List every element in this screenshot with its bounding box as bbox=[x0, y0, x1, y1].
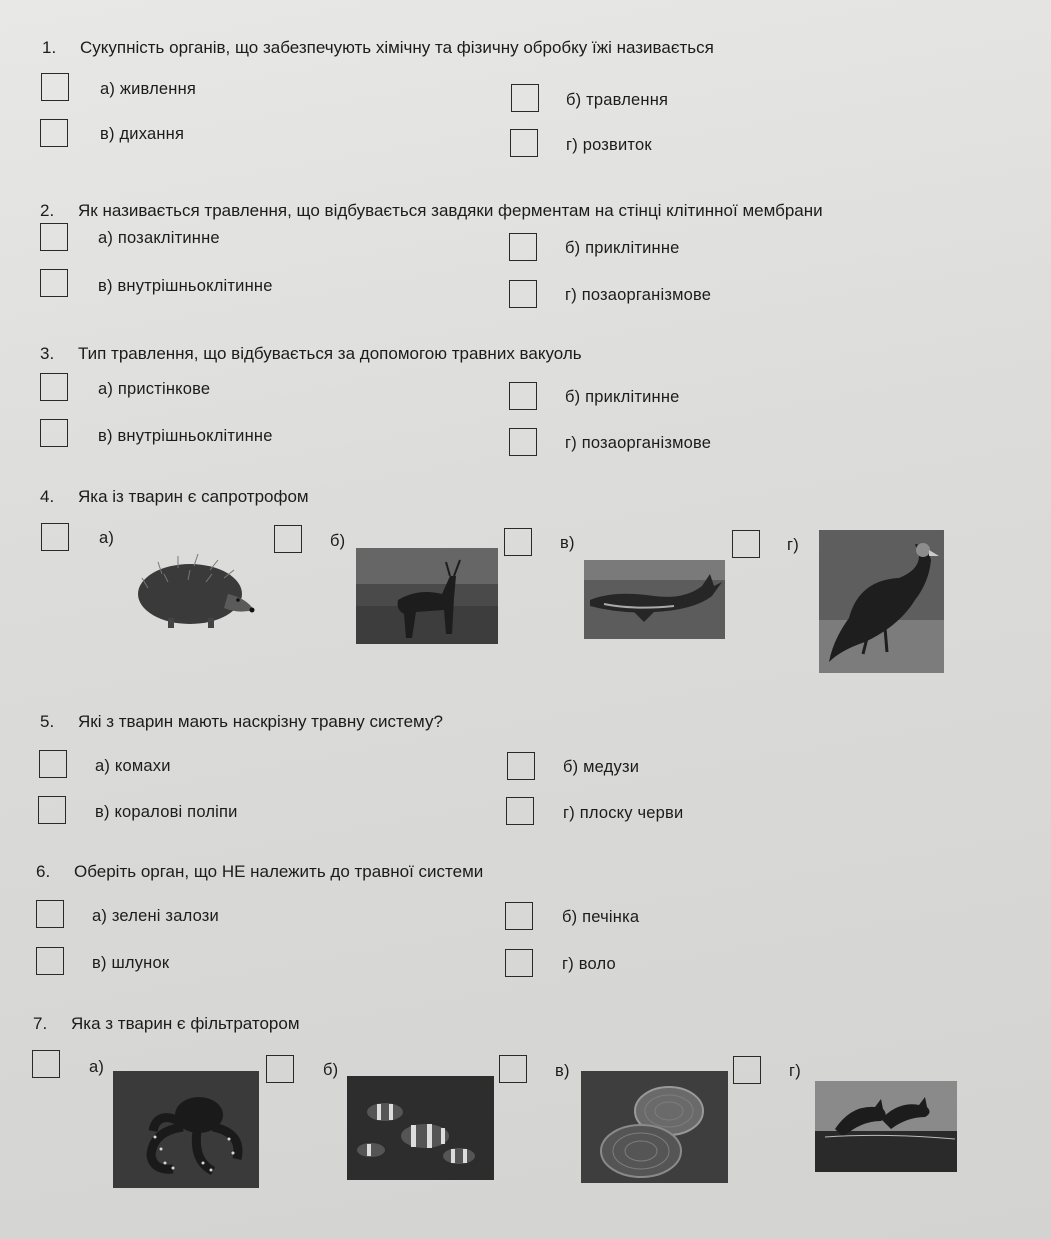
question-6 bbox=[36, 862, 483, 882]
option-5a: а) комахи bbox=[95, 757, 171, 775]
checkbox-6d[interactable] bbox=[505, 949, 533, 977]
question-text: Як називається травлення, що відбувається завдяки ферментам на стінці клітинної мембрани bbox=[78, 201, 823, 220]
question-1 bbox=[42, 38, 714, 58]
question-number: 6. bbox=[36, 862, 51, 881]
vulture-image bbox=[819, 530, 944, 673]
mussel-image bbox=[581, 1071, 728, 1183]
question-text: Яка з тварин є фільтратором bbox=[71, 1014, 300, 1033]
question-text: Які з тварин мають наскрізну травну систему? bbox=[78, 712, 443, 731]
option-4d: г) bbox=[787, 536, 799, 554]
checkbox-3d[interactable] bbox=[509, 428, 537, 456]
option-1b: б) травлення bbox=[566, 91, 669, 109]
option-5d: г) плоску черви bbox=[563, 804, 684, 822]
checkbox-2c[interactable] bbox=[40, 269, 68, 297]
checkbox-4a[interactable] bbox=[41, 523, 69, 551]
option-4b: б) bbox=[330, 532, 346, 550]
question-number: 1. bbox=[42, 38, 57, 57]
checkbox-3a[interactable] bbox=[40, 373, 68, 401]
question-number: 2. bbox=[40, 201, 55, 220]
option-1c: в) дихання bbox=[100, 125, 185, 143]
checkbox-2d[interactable] bbox=[509, 280, 537, 308]
option-1a: а) живлення bbox=[100, 80, 197, 98]
question-number: 7. bbox=[33, 1014, 48, 1033]
option-6a: а) зелені залози bbox=[92, 907, 219, 925]
option-2c: в) внутрішньоклітинне bbox=[98, 277, 273, 295]
deer-image bbox=[356, 548, 498, 644]
checkbox-2b[interactable] bbox=[509, 233, 537, 261]
option-4c: в) bbox=[560, 534, 575, 552]
dolphins-image bbox=[815, 1081, 957, 1172]
question-text: Сукупність органів, що забезпечують хімічну та фізичну обробку їжі називається bbox=[80, 38, 714, 57]
option-3a: а) пристінкове bbox=[98, 380, 211, 398]
checkbox-1c[interactable] bbox=[40, 119, 68, 147]
checkbox-3b[interactable] bbox=[509, 382, 537, 410]
checkbox-4c[interactable] bbox=[504, 528, 532, 556]
checkbox-6b[interactable] bbox=[505, 902, 533, 930]
option-2d: г) позаорганізмове bbox=[565, 286, 712, 304]
checkbox-7d[interactable] bbox=[733, 1056, 761, 1084]
checkbox-6c[interactable] bbox=[36, 947, 64, 975]
option-7d: г) bbox=[789, 1062, 801, 1080]
option-2b: б) приклітинне bbox=[565, 239, 680, 257]
checkbox-1d[interactable] bbox=[510, 129, 538, 157]
option-7b: б) bbox=[323, 1061, 339, 1079]
question-text: Яка із тварин є сапротрофом bbox=[78, 487, 309, 506]
option-3b: б) приклітинне bbox=[565, 388, 680, 406]
hedgehog-image bbox=[128, 548, 258, 632]
checkbox-5a[interactable] bbox=[39, 750, 67, 778]
option-7a: а) bbox=[89, 1058, 105, 1076]
checkbox-7a[interactable] bbox=[32, 1050, 60, 1078]
checkbox-1b[interactable] bbox=[511, 84, 539, 112]
question-text: Оберіть орган, що НЕ належить до травної системи bbox=[74, 862, 484, 881]
checkbox-7b[interactable] bbox=[266, 1055, 294, 1083]
whale-image bbox=[584, 560, 725, 639]
question-3 bbox=[40, 344, 582, 364]
option-3c: в) внутрішньоклітинне bbox=[98, 427, 273, 445]
checkbox-5b[interactable] bbox=[507, 752, 535, 780]
question-7 bbox=[33, 1014, 300, 1034]
option-4a: а) bbox=[99, 529, 115, 547]
option-6b: б) печінка bbox=[562, 908, 640, 926]
checkbox-4b[interactable] bbox=[274, 525, 302, 553]
option-6c: в) шлунок bbox=[92, 954, 170, 972]
checkbox-4d[interactable] bbox=[732, 530, 760, 558]
option-5b: б) медузи bbox=[563, 758, 640, 776]
option-1d: г) розвиток bbox=[566, 136, 652, 154]
question-number: 3. bbox=[40, 344, 55, 363]
question-4 bbox=[40, 487, 309, 507]
checkbox-7c[interactable] bbox=[499, 1055, 527, 1083]
question-number: 5. bbox=[40, 712, 55, 731]
checkbox-5d[interactable] bbox=[506, 797, 534, 825]
option-6d: г) воло bbox=[562, 955, 616, 973]
checkbox-3c[interactable] bbox=[40, 419, 68, 447]
checkbox-6a[interactable] bbox=[36, 900, 64, 928]
clownfish-image bbox=[347, 1076, 494, 1180]
option-3d: г) позаорганізмове bbox=[565, 434, 712, 452]
option-5c: в) коралові поліпи bbox=[95, 803, 238, 821]
checkbox-5c[interactable] bbox=[38, 796, 66, 824]
checkbox-2a[interactable] bbox=[40, 223, 68, 251]
option-7c: в) bbox=[555, 1062, 570, 1080]
question-5 bbox=[40, 712, 443, 732]
question-2 bbox=[40, 201, 823, 221]
checkbox-1a[interactable] bbox=[41, 73, 69, 101]
octopus-image bbox=[113, 1071, 259, 1188]
question-text: Тип травлення, що відбувається за допомогою травних вакуоль bbox=[78, 344, 582, 363]
option-2a: а) позаклітинне bbox=[98, 229, 220, 247]
question-number: 4. bbox=[40, 487, 55, 506]
